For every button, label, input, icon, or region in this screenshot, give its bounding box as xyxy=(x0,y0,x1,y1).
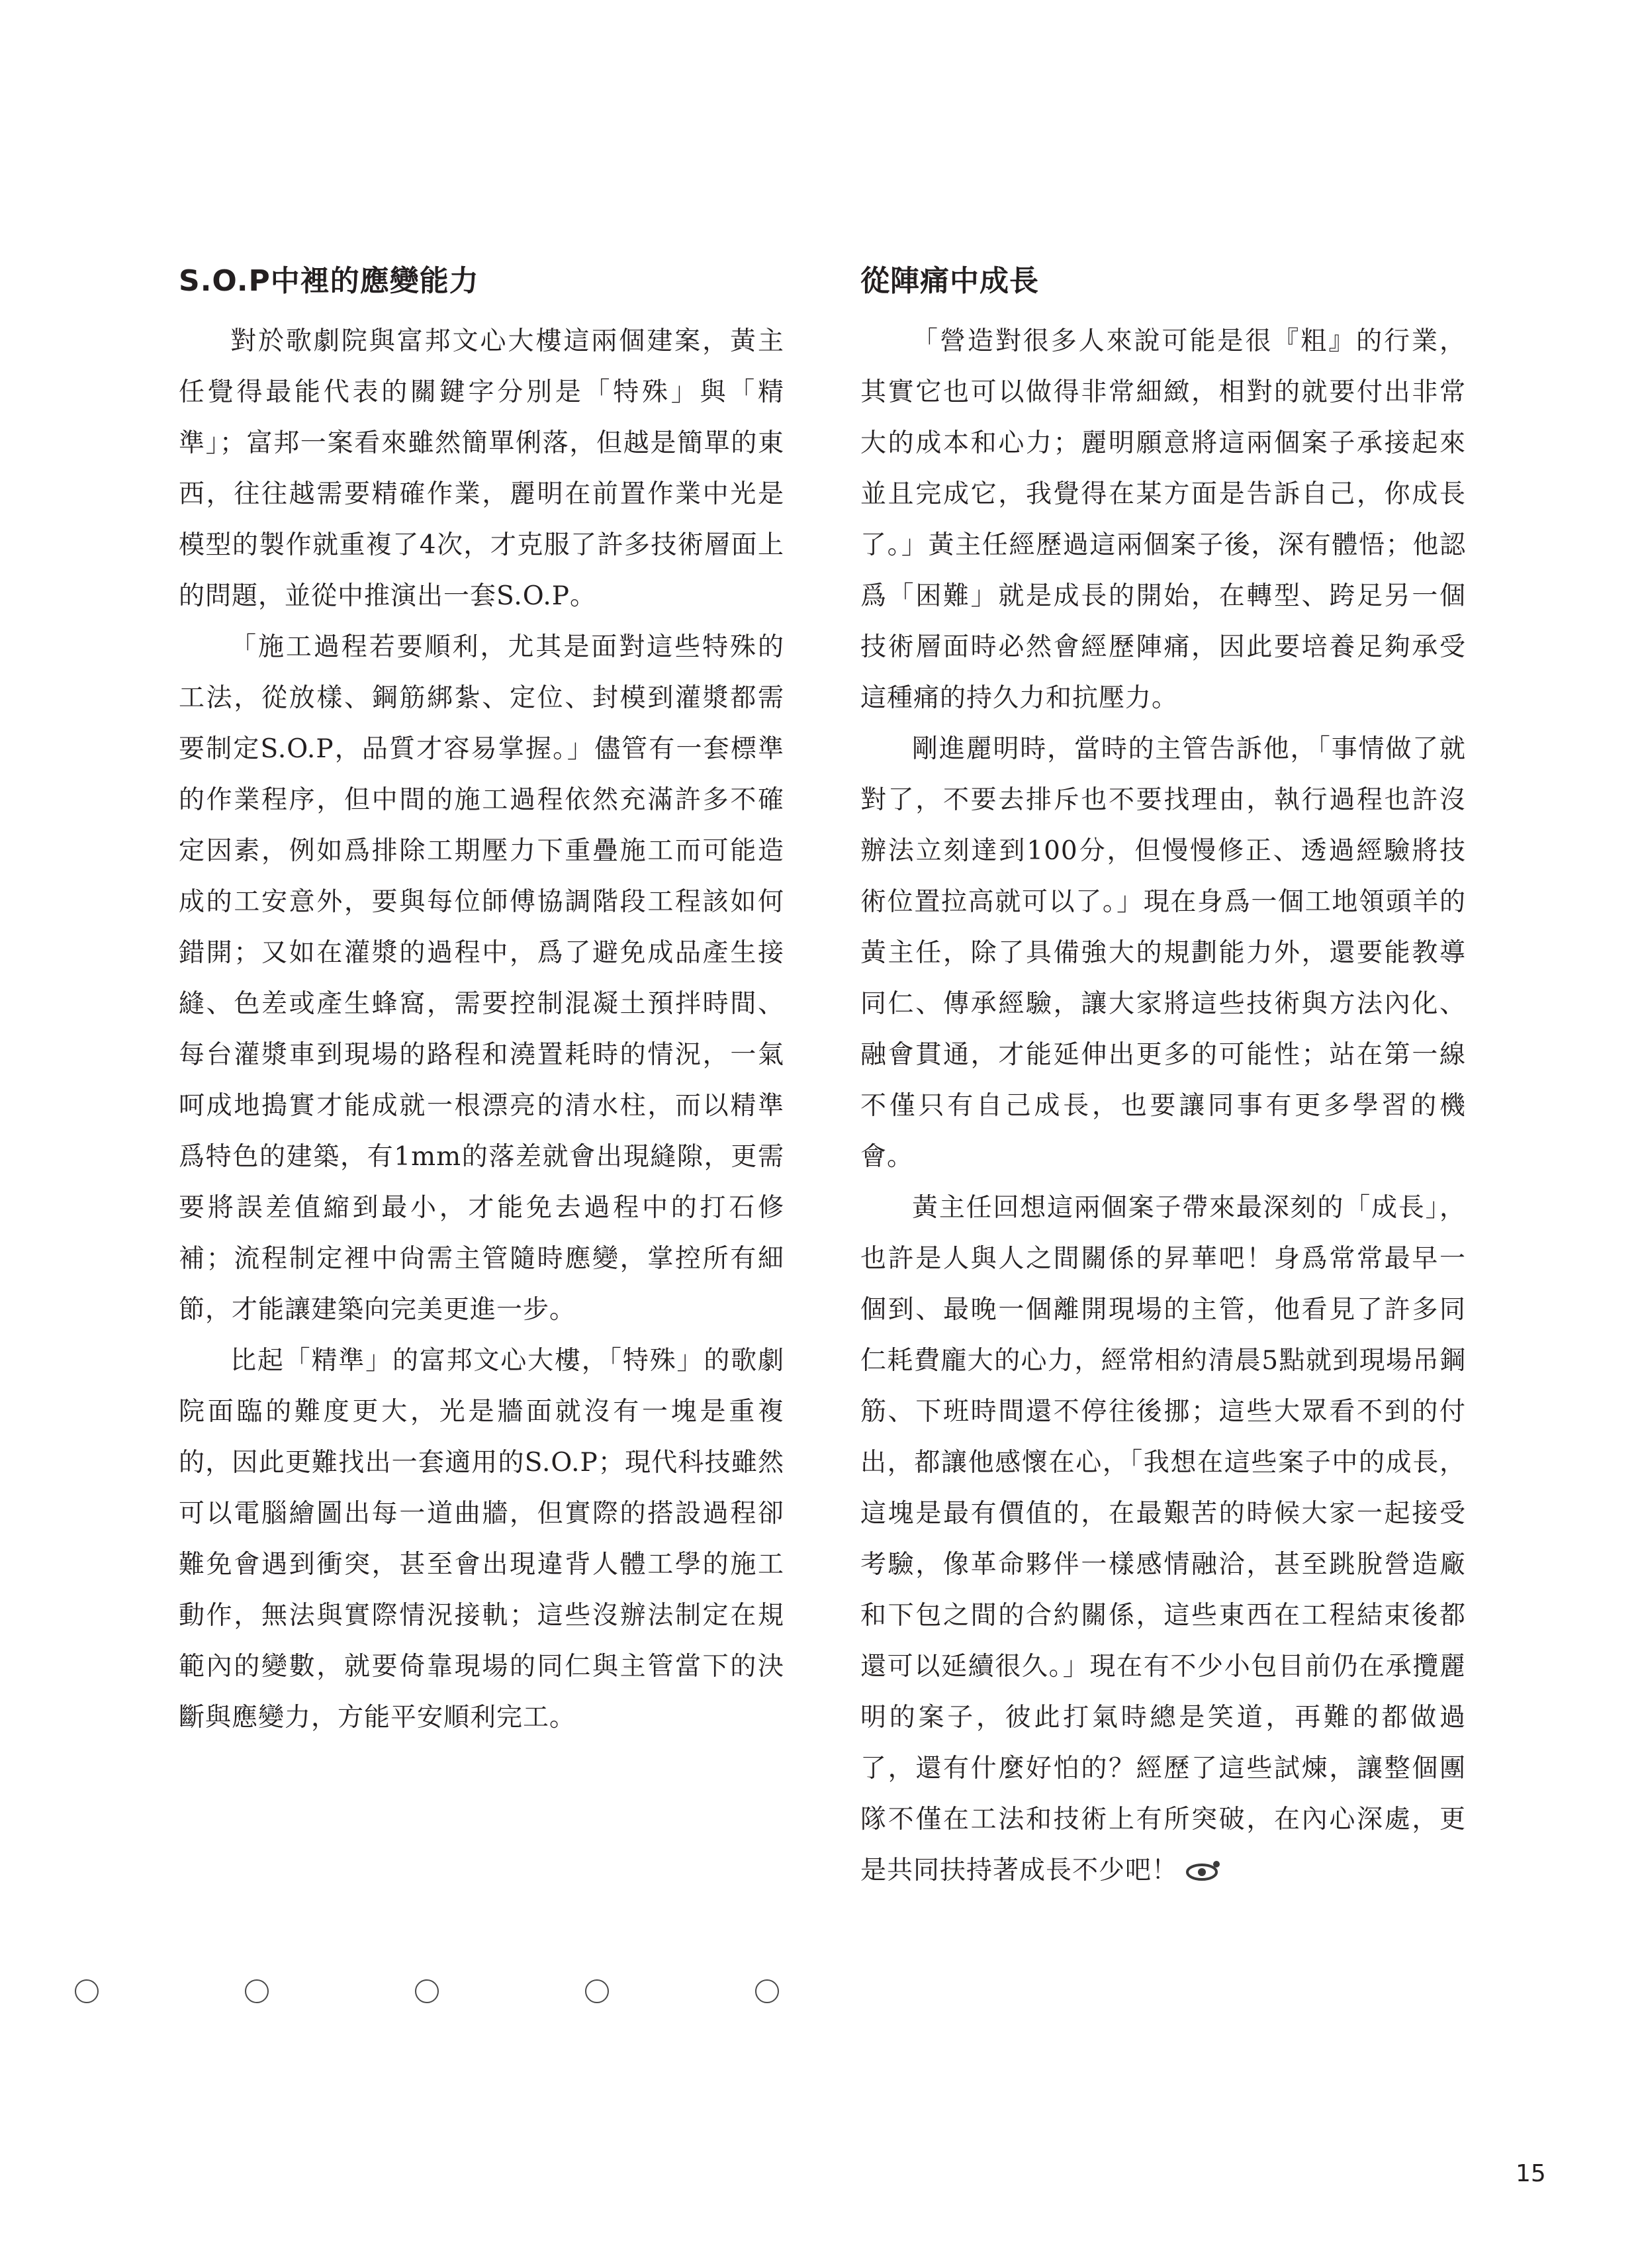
page-number: 15 xyxy=(1516,2160,1546,2187)
body-paragraph: 對於歌劇院與富邦文心大樓這兩個建案，黃主任覺得最能代表的關鍵字分別是「特殊」與「精準」；富邦一案看來雖然簡單俐落，但越是簡單的東西，往往越需要精確作業，麗明在前置作業中光是模型的製作就重複了4次，才克服了許多技術層面上的問題，並從中推演出一套S.O.P。 xyxy=(179,326,784,611)
circle-icon xyxy=(245,1979,269,2003)
section-heading-sop: S.O.P中裡的應變能力 xyxy=(179,264,479,298)
body-paragraph: 「營造對很多人來說可能是很『粗』的行業，其實它也可以做得非常細緻，相對的就要付出非常大的成本和心力；麗明願意將這兩個案子承接起來並且完成它，我覺得在某方面是告訴自己，你成長了。」黃主任經歷過這兩個案子後，深有體悟；他認爲「困難」就是成長的開始，在轉型、跨足另一個技術層面時必然會經歷陣痛，因此要培養足夠承受這種痛的持久力和抗壓力。 xyxy=(860,326,1466,713)
circle-icon xyxy=(755,1979,779,2003)
circle-icon xyxy=(75,1979,99,2003)
final-paragraph-text: 黃主任回想這兩個案子帶來最深刻的「成長」，也許是人與人之間關係的昇華吧！身爲常常最早一個到、最晚一個離開現場的主管，他看見了許多同仁耗費龐大的心力，經常相約清晨5點就到現場吊鋼筋、下班時間還不停往後挪；這些大眾看不到的付出，都讓他感懷在心，「我想在這些案子中的成長，這塊是最有價值的，在最艱苦的時候大家一起接受考驗，像革命夥伴一樣感情融洽，甚至跳脫營造廠和下包之間的合約關係，這些東西在工程結束後都還可以延續很久。」現在有不少小包目前仍在承攬麗明的案子，彼此打氣時總是笑道，再難的都做過了，還有什麼好怕的？經歷了這些試煉，讓整個團隊不僅在工法和技術上有所突破，在內心深處，更是共同扶持著成長不少吧！ xyxy=(860,1193,1466,1885)
right-column xyxy=(860,261,1466,1896)
body-paragraph: 「施工過程若要順利，尤其是面對這些特殊的工法，從放樣、鋼筋綁紮、定位、封模到灌漿都需要制定S.O.P，品質才容易掌握。」儘管有一套標準的作業程序，但中間的施工過程依然充滿許多不確定因素，例如爲排除工期壓力下重疊施工而可能造成的工安意外，要與每位師傅協調階段工程該如何錯開；又如在灌漿的過程中，爲了避免成品產生接縫、色差或產生蜂窩，需要控制混凝土預拌時間、每台灌漿車到現場的路程和澆置耗時的情況，一氣呵成地搗實才能成就一根漂亮的清水柱，而以精準爲特色的建築，有1mm的落差就會出現縫隙，更需要將誤差值縮到最小，才能免去過程中的打石修補；流程制定裡中尙需主管隨時應變，掌控所有細節，才能讓建築向完美更進一步。 xyxy=(179,632,784,1325)
circle-icon xyxy=(585,1979,609,2003)
body-paragraph-final xyxy=(860,1182,1466,1896)
body-paragraph: 比起「精準」的富邦文心大樓，「特殊」的歌劇院面臨的難度更大，光是牆面就沒有一塊是重複的，因此更難找出一套適用的S.O.P；現代科技雖然可以電腦繪圖出每一道曲牆，但實際的搭設過程卻難免會遇到衝突，甚至會出現違背人體工學的施工動作，無法與實際情況接軌；這些沒辦法制定在規範內的變數，就要倚靠現場的同仁與主管當下的決斷與應變力，方能平安順利完工。 xyxy=(179,1346,784,1732)
body-paragraph: 剛進麗明時，當時的主管告訴他，「事情做了就對了，不要去排斥也不要找理由，執行過程也許沒辦法立刻達到100分，但慢慢修正、透過經驗將技術位置拉高就可以了。」現在身爲一個工地領頭羊的黃主任，除了具備強大的規劃能力外，還要能教導同仁、傳承經驗，讓大家將這些技術與方法內化、融會貫通，才能延伸出更多的可能性；站在第一線不僅只有自己成長，也要讓同事有更多學習的機會。 xyxy=(860,734,1466,1172)
section-heading-growth: 從陣痛中成長 xyxy=(860,264,1039,298)
eye-end-mark-icon xyxy=(1185,1859,1222,1883)
decorative-circles xyxy=(75,1979,790,2008)
left-column xyxy=(179,261,784,1743)
circle-icon xyxy=(415,1979,439,2003)
